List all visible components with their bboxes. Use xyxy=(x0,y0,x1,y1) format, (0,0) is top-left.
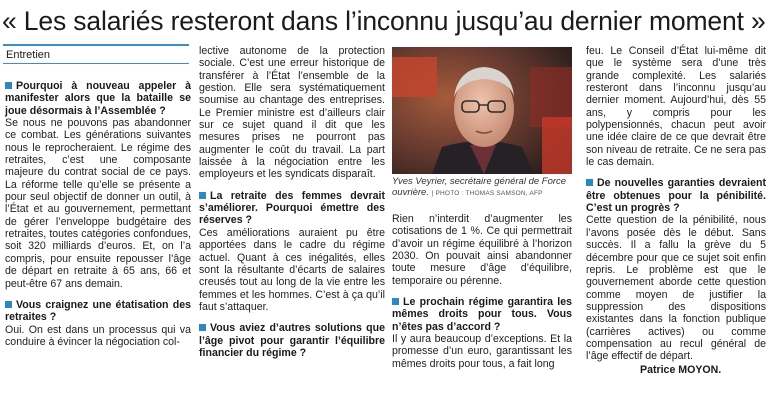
author-signature: Patrice MOYON. xyxy=(640,364,722,376)
section-rule-bottom xyxy=(3,63,189,64)
interview-answer-5: Il y aura beaucoup d’exceptions. Et la promesse d’un euro, garantissant les mêmes droits pour tous, a fait long xyxy=(392,333,572,370)
interview-question-1: Pourquoi à nouveau appeler à manifester alors que la bataille se joue désormais à l’Assemblée ? xyxy=(5,80,191,117)
bullet-square-icon xyxy=(199,192,206,199)
interview-question-5: Le prochain régime garantira les mêmes droits pour tous. Vous n’êtes pas d’accord ? xyxy=(392,296,572,333)
section-label: Entretien xyxy=(6,49,51,61)
section-rule-top xyxy=(3,44,189,46)
interview-question-6: De nouvelles garanties devraient être obtenues pour la pénibilité. C’est un progrès ? xyxy=(586,177,766,215)
bullet-square-icon xyxy=(5,82,12,89)
interview-answer-6: Cette question de la pénibilité, nous l’avons posée dès le début. Sans succès. Il a fallu la grève du 5 décembre pour que ce sujet soit enfin repris. Le problème est que le gouvernement aborde cette question comme moyen de justifier la suppression des dispositions existantes dans la fonction publique (carrières actives) ou comme compensation au recul général de l’âge effectif de départ. xyxy=(586,214,766,363)
article-headline: « Les salariés resteront dans l’inconnu jusqu’au dernier moment » xyxy=(2,6,766,36)
interview-answer-1: Se nous ne pouvons pas abandonner ce combat. Les générations suivantes nous le reprocheraient. Le régime des retraites, c’est une composante majeure du contrat social de ce pays. La réforme telle qu’elle se présente a pour seul objectif de donner un outil, à l’État et au gouvernement, permettant de gérer l’enveloppe budgétaire des retraites, toutes catégories confondues, soit 320 milliards d’euros. Et, on l’a compris, pour ensuite repousser l’âge de départ en retraite à 65 ans, 66 et peut-être 67 ans demain. xyxy=(5,117,191,290)
article-column-3 xyxy=(392,213,572,370)
photo-caption: Yves Veyrier, secrétaire général de Force ouvrière. | PHOTO : THOMAS SAMSON, AFP xyxy=(392,176,567,198)
bullet-square-icon xyxy=(586,179,593,186)
interview-answer-2: Oui. On est dans un processus qui va conduire à évincer la négociation col- xyxy=(5,323,191,348)
photo-credit: | PHOTO : THOMAS SAMSON, AFP xyxy=(431,190,543,197)
interview-question-4: Vous aviez d’autres solutions que l’âge pivot pour garantir l’équilibre financier du régime ? xyxy=(199,322,385,359)
interview-question-2: Vous craignez une étatisation des retraites ? xyxy=(5,298,191,324)
interview-answer-3: Ces améliorations auraient pu être apportées dans le cadre du régime actuel. Quant à ces inégalités, elles sont la résultante d’écarts de salaires creusés tout au long de la vie entre les femmes et les hommes. C’est à ça qu’il faut s’attaquer. xyxy=(199,226,385,313)
portrait-illustration xyxy=(392,47,572,174)
interview-question-3: La retraite des femmes devrait s’améliorer. Pourquoi émettre des réserves ? xyxy=(199,189,385,227)
interview-answer-2-cont: lective autonome de la protection sociale. C’est une erreur historique de transférer à l’État l’ensemble de la gestion. Elle sera systématiquement soumise au chantage des entreprises. Le Premier ministre est d’ailleurs clair sur ce sujet quand il dit que les mesures prises ne pourront pas augmenter le coût du travail. La part laissée à la négociation entre les employeurs et les syndicats disparaît. xyxy=(199,45,385,181)
interview-answer-5-cont: feu. Le Conseil d’État lui-même dit que le système sera d’une très grande complexité. Les salariés resteront dans l’inconnu jusqu’au dernier moment. Aujourd’hui, dès 55 ans, y compris pour les polypensionnés, chacun peut avoir une idée claire de ce que devrait être son niveau de retraite. Ce ne sera pas le cas demain. xyxy=(586,45,766,169)
bullet-square-icon xyxy=(392,298,399,305)
article-column-1 xyxy=(5,80,191,348)
portrait-photo xyxy=(392,47,572,174)
bullet-square-icon xyxy=(5,301,12,308)
interview-answer-4: Rien n’interdit d’augmenter les cotisations de 1 %. Ce qui permettrait d’avoir un régime équilibré à l’horizon 2030. On pouvait ainsi abandonner toute mesure d’âge d’équilibre, temporaire ou pérenne. xyxy=(392,213,572,287)
article-column-2 xyxy=(199,45,385,359)
article-column-4 xyxy=(586,45,766,363)
bullet-square-icon xyxy=(199,324,206,331)
